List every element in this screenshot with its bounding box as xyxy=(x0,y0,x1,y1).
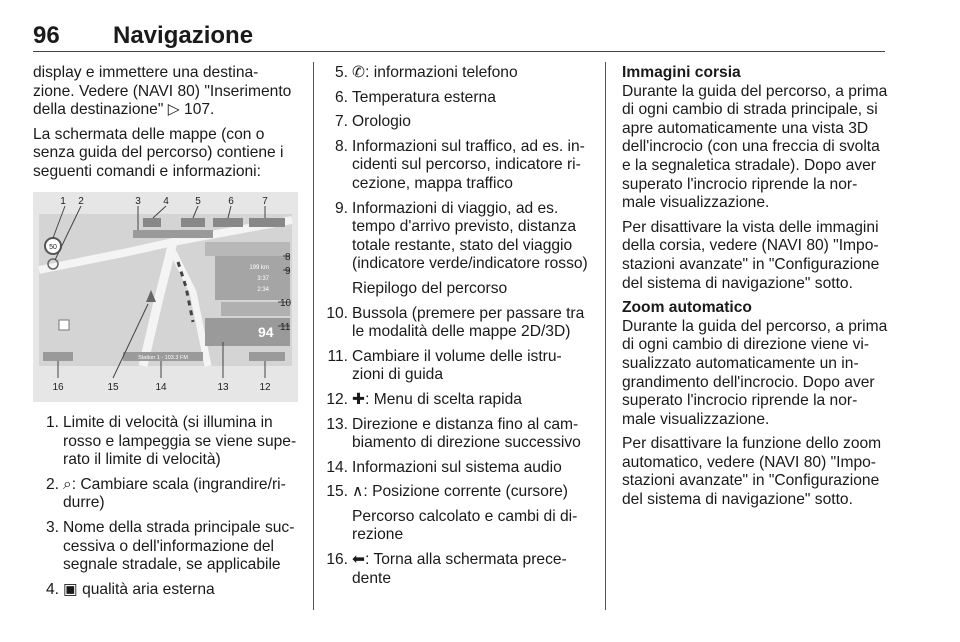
item-text: Informazioni di viaggio, ad es. tempo d'arrivo previsto, distanza totale restante, stato del viaggio (indicatore verde/indicatore rosso) xyxy=(352,199,588,273)
left-list xyxy=(33,414,301,605)
trip-remaining: 2:34 xyxy=(257,287,269,293)
item-number: 14. xyxy=(326,458,348,476)
section-lane-images xyxy=(622,64,890,293)
callout-2: 2 xyxy=(78,196,84,207)
list-item xyxy=(322,459,592,478)
list-item xyxy=(33,581,301,600)
item-text: ⌕: Cambiare scala (ingrandire/ri- durre) xyxy=(63,475,286,512)
next-turn-distance: 94 xyxy=(258,324,274,340)
item-text: Temperatura esterna xyxy=(352,88,496,106)
page-title: Navigazione xyxy=(113,22,254,49)
speed-limit-value: 50 xyxy=(49,244,57,251)
list-item xyxy=(33,414,301,470)
trip-eta: 3:37 xyxy=(257,276,269,282)
item-number: 9. xyxy=(334,199,348,217)
column-divider-2 xyxy=(605,62,606,610)
list-item xyxy=(322,200,592,299)
item-text: Informazioni sul traffico, ad es. in- cidenti sul percorso, indicatore ri- cezione, mappa traffico xyxy=(352,137,585,192)
item-number: 5. xyxy=(334,64,348,81)
item-number: 3. xyxy=(45,518,59,536)
section-paragraph: Per disattivare la vista delle immagini della corsia, vedere (NAVI 80) "Impo- stazioni avanzate" in "Configurazione del sistema di navigazione" sotto. xyxy=(622,218,880,292)
section-auto-zoom xyxy=(622,299,890,510)
header-rule xyxy=(33,51,885,52)
item-text: Nome della strada principale suc- cessiva o dell'informazione del segnale stradale, se applicabile xyxy=(63,518,295,574)
page-number: 96 xyxy=(33,22,60,49)
item-number: 13. xyxy=(326,415,348,433)
item-text: ▣ qualità aria esterna xyxy=(63,580,215,598)
section-paragraph: Durante la guida del percorso, a prima di ogni cambio di direzione viene vi- sualizzato automaticamente un in- grandimento dell'incrocio. Dopo aver superato l'incrocio riprende la nor- male visualizzazione. xyxy=(622,317,888,428)
item-text: Direzione e distanza fino al cam- biamento di direzione successivo xyxy=(352,415,581,452)
callout-9: 9 xyxy=(285,266,291,277)
item-number: 15. xyxy=(326,483,348,501)
section-paragraph: Durante la guida del percorso, a prima di ogni cambio di strada principale, si apre automaticamente una vista 3D dell'incrocio (con una freccia di svolta e la segnaletica stradale). Dopo aver superato l'incrocio riprende la nor- male visualizzazione. xyxy=(622,82,888,212)
list-item xyxy=(322,483,592,545)
callout-4: 4 xyxy=(163,196,169,207)
item-number: 10. xyxy=(326,304,348,322)
item-text: Informazioni sul sistema audio xyxy=(352,458,562,476)
section-heading: Immagini corsia xyxy=(622,64,741,81)
air-quality-icon xyxy=(143,218,161,227)
list-item xyxy=(322,138,592,194)
section-heading: Zoom automatico xyxy=(622,299,752,317)
trip-info-panel xyxy=(215,256,290,300)
item-subtext: Percorso calcolato e cambi di di- rezione xyxy=(352,507,578,544)
callout-14: 14 xyxy=(155,382,167,393)
clock-display xyxy=(249,218,285,227)
item-number: 8. xyxy=(334,137,348,155)
callout-16: 16 xyxy=(52,382,64,393)
left-para-1: display e immettere una destina- zione. Vedere (NAVI 80) "Inserimento della destinazione" ▷ 107. xyxy=(33,64,292,119)
next-street-name xyxy=(133,230,213,238)
callout-10: 10 xyxy=(280,298,292,309)
callout-7: 7 xyxy=(262,196,268,207)
item-text: ⬅: Torna alla schermata prece- dente xyxy=(352,551,567,587)
item-text: ✚: Menu di scelta rapida xyxy=(352,390,522,408)
callout-6: 6 xyxy=(228,196,234,207)
list-item xyxy=(33,476,301,513)
callout-13: 13 xyxy=(217,382,229,393)
item-text: ✆: informazioni telefono xyxy=(352,64,518,81)
item-number: 6. xyxy=(334,88,348,106)
list-item xyxy=(322,64,592,83)
phone-icon xyxy=(181,218,205,227)
left-column xyxy=(33,64,298,188)
list-item xyxy=(322,551,592,588)
trip-distance: 199 km xyxy=(249,265,269,271)
callout-15: 15 xyxy=(107,382,119,393)
item-number: 4. xyxy=(45,580,59,598)
list-item xyxy=(322,348,592,385)
callout-3: 3 xyxy=(135,196,141,207)
callout-5: 5 xyxy=(195,196,201,207)
item-text: ∧: Posizione corrente (cursore) xyxy=(352,483,568,501)
callout-12: 12 xyxy=(259,382,271,393)
list-item xyxy=(322,416,592,453)
item-text: Bussola (premere per passare tra le modalità delle mappe 2D/3D) xyxy=(352,304,585,341)
middle-column xyxy=(322,64,592,594)
traffic-info-panel xyxy=(205,242,290,256)
item-text: Cambiare il volume delle istru- zioni di guida xyxy=(352,347,562,384)
list-item xyxy=(322,89,592,108)
list-item xyxy=(33,519,301,575)
list-item xyxy=(322,113,592,132)
right-column xyxy=(622,64,890,516)
callout-11: 11 xyxy=(280,322,291,333)
temperature-display xyxy=(213,218,243,227)
map-screen-figure xyxy=(33,192,298,402)
volume-button xyxy=(59,320,69,330)
item-subtext: Riepilogo del percorso xyxy=(352,279,508,297)
item-number: 16. xyxy=(326,551,348,569)
callout-8: 8 xyxy=(285,252,291,263)
item-text: Orologio xyxy=(352,113,411,131)
next-turn-panel xyxy=(205,318,290,346)
item-number: 1. xyxy=(45,414,59,431)
column-divider-1 xyxy=(313,62,314,610)
item-number: 11. xyxy=(327,347,348,365)
back-button xyxy=(43,352,73,361)
list-item xyxy=(322,391,592,410)
list-item xyxy=(322,305,592,342)
quick-menu-button xyxy=(249,352,285,361)
item-number: 12. xyxy=(326,390,348,408)
item-number: 7. xyxy=(334,113,348,131)
item-number: 2. xyxy=(45,475,59,493)
callout-1: 1 xyxy=(60,196,66,207)
left-para-2: La schermata delle mappe (con o senza guida del percorso) contiene i seguenti comandi e informazioni: xyxy=(33,125,284,180)
section-paragraph: Per disattivare la funzione dello zoom automatico, vedere (NAVI 80) "Impo- stazioni avanzate" in "Configurazione del sistema di navigazione" sotto. xyxy=(622,435,882,509)
audio-info-text: Station 1 - 103.3 FM xyxy=(138,355,188,361)
item-text: Limite di velocità (si illumina in rosso e lampeggia se viene supe- rato il limite di velocità) xyxy=(63,414,297,469)
